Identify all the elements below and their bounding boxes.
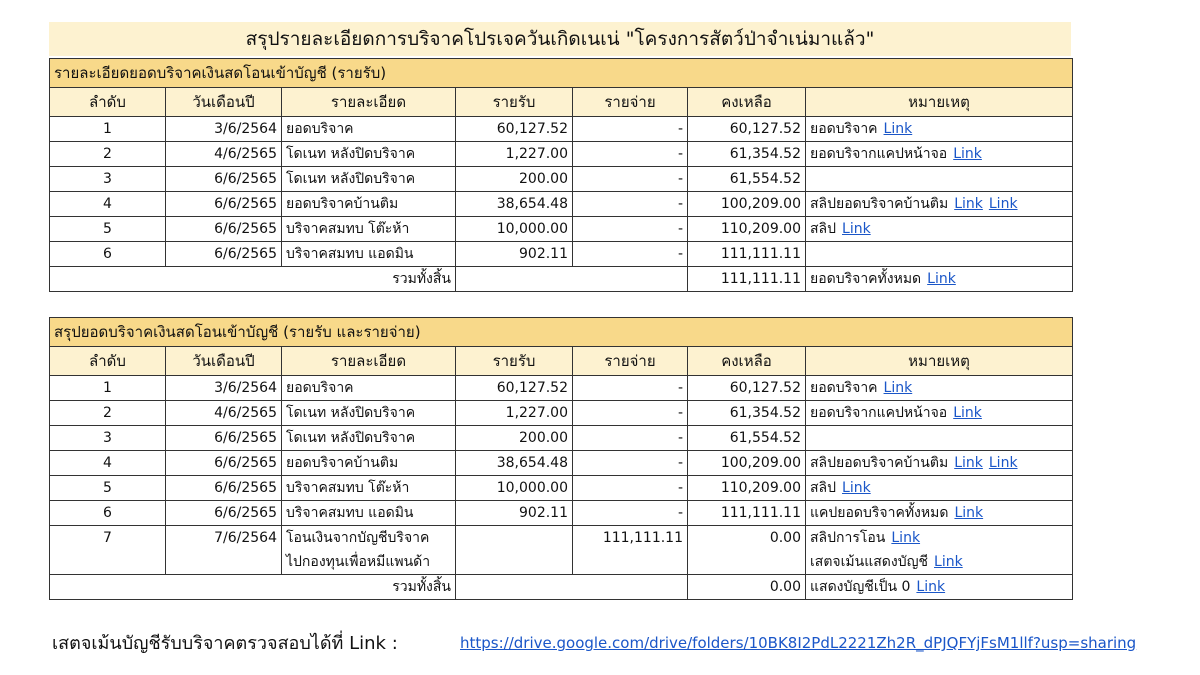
row-balance: 61,554.52 — [688, 426, 806, 451]
row-note — [806, 117, 1073, 142]
column-header: คงเหลือ — [688, 347, 806, 376]
row-number: 7 — [50, 526, 166, 575]
table-row — [50, 501, 1073, 526]
link[interactable]: Link — [883, 380, 913, 396]
total-blank — [456, 267, 688, 292]
row-income: 60,127.52 — [456, 376, 573, 401]
row-detail: ยอดบริจาค — [282, 117, 456, 142]
column-header: วันเดือนปี — [166, 88, 282, 117]
table-row — [50, 217, 1073, 242]
row-date: 6/6/2565 — [166, 242, 282, 267]
row-number: 6 — [50, 501, 166, 526]
row-note-text: สลิปการโอน — [810, 530, 886, 546]
row-expense: - — [573, 217, 688, 242]
link[interactable]: Link — [954, 455, 983, 471]
row-expense: - — [573, 426, 688, 451]
row-income: 60,127.52 — [456, 117, 573, 142]
table-row — [50, 142, 1073, 167]
link[interactable]: Link — [883, 121, 913, 137]
row-number: 2 — [50, 401, 166, 426]
table-row — [50, 192, 1073, 217]
table-row — [50, 451, 1073, 476]
table-row — [50, 526, 1073, 575]
row-expense: - — [573, 376, 688, 401]
column-header: รายรับ — [456, 347, 573, 376]
row-note-text: สลิป — [810, 221, 837, 237]
row-balance: 0.00 — [688, 526, 806, 575]
row-balance: 61,554.52 — [688, 167, 806, 192]
row-expense: - — [573, 242, 688, 267]
total-note — [806, 267, 1073, 292]
row-note — [806, 451, 1073, 476]
total-blank — [456, 575, 688, 600]
row-number: 1 — [50, 117, 166, 142]
row-expense: - — [573, 501, 688, 526]
link[interactable]: Link — [954, 196, 983, 212]
row-date: 3/6/2564 — [166, 376, 282, 401]
row-balance: 61,354.52 — [688, 401, 806, 426]
table-row — [50, 117, 1073, 142]
row-number: 6 — [50, 242, 166, 267]
row-expense: 111,111.11 — [573, 526, 688, 575]
total-label: รวมทั้งสิ้น — [50, 575, 456, 600]
link[interactable]: Link — [891, 530, 921, 546]
row-detail: ยอดบริจาคบ้านติม — [282, 192, 456, 217]
link[interactable]: Link — [953, 405, 982, 421]
column-header: หมายเหตุ — [806, 88, 1073, 117]
table-row — [50, 476, 1073, 501]
row-note-line — [810, 550, 1068, 574]
row-note — [806, 242, 1073, 267]
page-title: สรุปรายละเอียดการบริจาคโปรเจควันเกิดเนเน่ "โครงการสัตว์ป่าจำเน่มาแล้ว" — [49, 22, 1071, 56]
row-balance: 111,111.11 — [688, 242, 806, 267]
row-note-text: เสตจเม้นแสดงบัญชี — [810, 554, 929, 570]
row-income: 902.11 — [456, 501, 573, 526]
row-note — [806, 167, 1073, 192]
row-detail-line: โอนเงินจากบัญชีบริจาค — [286, 530, 430, 546]
row-expense: - — [573, 476, 688, 501]
row-balance: 61,354.52 — [688, 142, 806, 167]
column-header: ลำดับ — [50, 347, 166, 376]
link[interactable]: Link — [927, 271, 956, 287]
link[interactable]: Link — [842, 221, 871, 237]
row-detail: ยอดบริจาคบ้านติม — [282, 451, 456, 476]
row-date: 6/6/2565 — [166, 426, 282, 451]
row-date: 4/6/2565 — [166, 401, 282, 426]
row-number: 5 — [50, 217, 166, 242]
row-detail: โดเนท หลังปิดบริจาค — [282, 401, 456, 426]
row-balance: 60,127.52 — [688, 376, 806, 401]
footer-label: เสตจเม้นบัญชีรับบริจาคตรวจสอบได้ที่ Link : — [52, 633, 398, 654]
row-date: 7/6/2564 — [166, 526, 282, 575]
row-expense: - — [573, 401, 688, 426]
total-note-text: แสดงบัญชีเป็น 0 — [810, 579, 911, 595]
table-row — [50, 242, 1073, 267]
row-income: 38,654.48 — [456, 451, 573, 476]
total-label: รวมทั้งสิ้น — [50, 267, 456, 292]
table-row — [50, 167, 1073, 192]
total-row — [50, 575, 1073, 600]
row-income: 200.00 — [456, 167, 573, 192]
row-detail: บริจาคสมทบ แอดมิน — [282, 242, 456, 267]
section-header-row — [50, 318, 1073, 347]
row-detail: โดเนท หลังปิดบริจาค — [282, 426, 456, 451]
row-detail: บริจาคสมทบ โต๊ะห้า — [282, 476, 456, 501]
row-date: 6/6/2565 — [166, 167, 282, 192]
link[interactable]: Link — [988, 196, 1018, 212]
row-balance: 60,127.52 — [688, 117, 806, 142]
row-note — [806, 401, 1073, 426]
row-note — [806, 426, 1073, 451]
total-balance: 0.00 — [688, 575, 806, 600]
row-note-text: สลิป — [810, 480, 837, 496]
column-header-row — [50, 347, 1073, 376]
column-header-row — [50, 88, 1073, 117]
row-date: 6/6/2565 — [166, 217, 282, 242]
row-income: 10,000.00 — [456, 217, 573, 242]
row-note — [806, 501, 1073, 526]
income-expense-table — [49, 317, 1073, 600]
total-note — [806, 575, 1073, 600]
row-date: 3/6/2564 — [166, 117, 282, 142]
row-detail: โดเนท หลังปิดบริจาค — [282, 142, 456, 167]
row-expense: - — [573, 142, 688, 167]
row-note-text: ยอดบริจาค — [810, 380, 878, 396]
link[interactable]: Link — [842, 480, 871, 496]
footer-drive-link[interactable]: https://drive.google.com/drive/folders/10BK8I2PdL2221Zh2R_dPJQFYjFsM1llf?usp=sharing — [460, 634, 1137, 652]
column-header: รายละเอียด — [282, 88, 456, 117]
row-number: 4 — [50, 451, 166, 476]
row-note-line — [810, 526, 1068, 550]
section-title: สรุปยอดบริจาคเงินสดโอนเข้าบัญชี (รายรับ และรายจ่าย) — [50, 318, 1073, 347]
column-header: รายละเอียด — [282, 347, 456, 376]
section-title: รายละเอียดยอดบริจาคเงินสดโอนเข้าบัญชี (รายรับ) — [50, 59, 1073, 88]
income-table — [49, 58, 1073, 292]
column-header: ลำดับ — [50, 88, 166, 117]
link[interactable]: Link — [988, 455, 1018, 471]
row-note — [806, 526, 1073, 575]
row-date: 6/6/2565 — [166, 501, 282, 526]
row-note-text: ยอดบริจาค — [810, 121, 878, 137]
row-number: 5 — [50, 476, 166, 501]
link[interactable]: Link — [934, 554, 963, 570]
row-income: 38,654.48 — [456, 192, 573, 217]
row-income: 200.00 — [456, 426, 573, 451]
row-detail: บริจาคสมทบ แอดมิน — [282, 501, 456, 526]
row-note — [806, 192, 1073, 217]
row-note-text: แคปยอดบริจาคทั้งหมด — [810, 505, 949, 521]
row-note — [806, 217, 1073, 242]
row-note — [806, 476, 1073, 501]
total-row — [50, 267, 1073, 292]
row-note-text: สลิปยอดบริจาคบ้านติม — [810, 196, 949, 212]
row-income: 902.11 — [456, 242, 573, 267]
row-note — [806, 142, 1073, 167]
row-note-text: ยอดบริจากแคปหน้าจอ — [810, 146, 948, 162]
row-expense: - — [573, 451, 688, 476]
link[interactable]: Link — [954, 505, 984, 521]
column-header: รายจ่าย — [573, 347, 688, 376]
table-row — [50, 426, 1073, 451]
row-detail-line: ไปกองทุนเพื่อหมีแพนด้า — [286, 554, 431, 570]
column-header: หมายเหตุ — [806, 347, 1073, 376]
row-detail — [282, 526, 456, 575]
row-date: 6/6/2565 — [166, 192, 282, 217]
row-detail: โดเนท หลังปิดบริจาค — [282, 167, 456, 192]
row-expense: - — [573, 167, 688, 192]
row-number: 2 — [50, 142, 166, 167]
row-balance: 100,209.00 — [688, 192, 806, 217]
section-header-row — [50, 59, 1073, 88]
row-income — [456, 526, 573, 575]
table-row — [50, 376, 1073, 401]
row-balance: 110,209.00 — [688, 476, 806, 501]
row-expense: - — [573, 117, 688, 142]
column-header: คงเหลือ — [688, 88, 806, 117]
row-detail: บริจาคสมทบ โต๊ะห้า — [282, 217, 456, 242]
total-note-text: ยอดบริจาคทั้งหมด — [810, 271, 922, 287]
row-income: 10,000.00 — [456, 476, 573, 501]
row-number: 1 — [50, 376, 166, 401]
row-income: 1,227.00 — [456, 401, 573, 426]
row-note — [806, 376, 1073, 401]
column-header: วันเดือนปี — [166, 347, 282, 376]
link[interactable]: Link — [953, 146, 982, 162]
row-balance: 100,209.00 — [688, 451, 806, 476]
column-header: รายจ่าย — [573, 88, 688, 117]
row-note-text: ยอดบริจากแคปหน้าจอ — [810, 405, 948, 421]
row-note-text: สลิปยอดบริจาคบ้านติม — [810, 455, 949, 471]
row-balance: 111,111.11 — [688, 501, 806, 526]
column-header: รายรับ — [456, 88, 573, 117]
link[interactable]: Link — [916, 579, 946, 595]
row-number: 4 — [50, 192, 166, 217]
row-detail: ยอดบริจาค — [282, 376, 456, 401]
table-row — [50, 401, 1073, 426]
row-date: 6/6/2565 — [166, 476, 282, 501]
row-date: 6/6/2565 — [166, 451, 282, 476]
row-expense: - — [573, 192, 688, 217]
row-balance: 110,209.00 — [688, 217, 806, 242]
row-number: 3 — [50, 426, 166, 451]
row-number: 3 — [50, 167, 166, 192]
row-income: 1,227.00 — [456, 142, 573, 167]
row-date: 4/6/2565 — [166, 142, 282, 167]
total-balance: 111,111.11 — [688, 267, 806, 292]
